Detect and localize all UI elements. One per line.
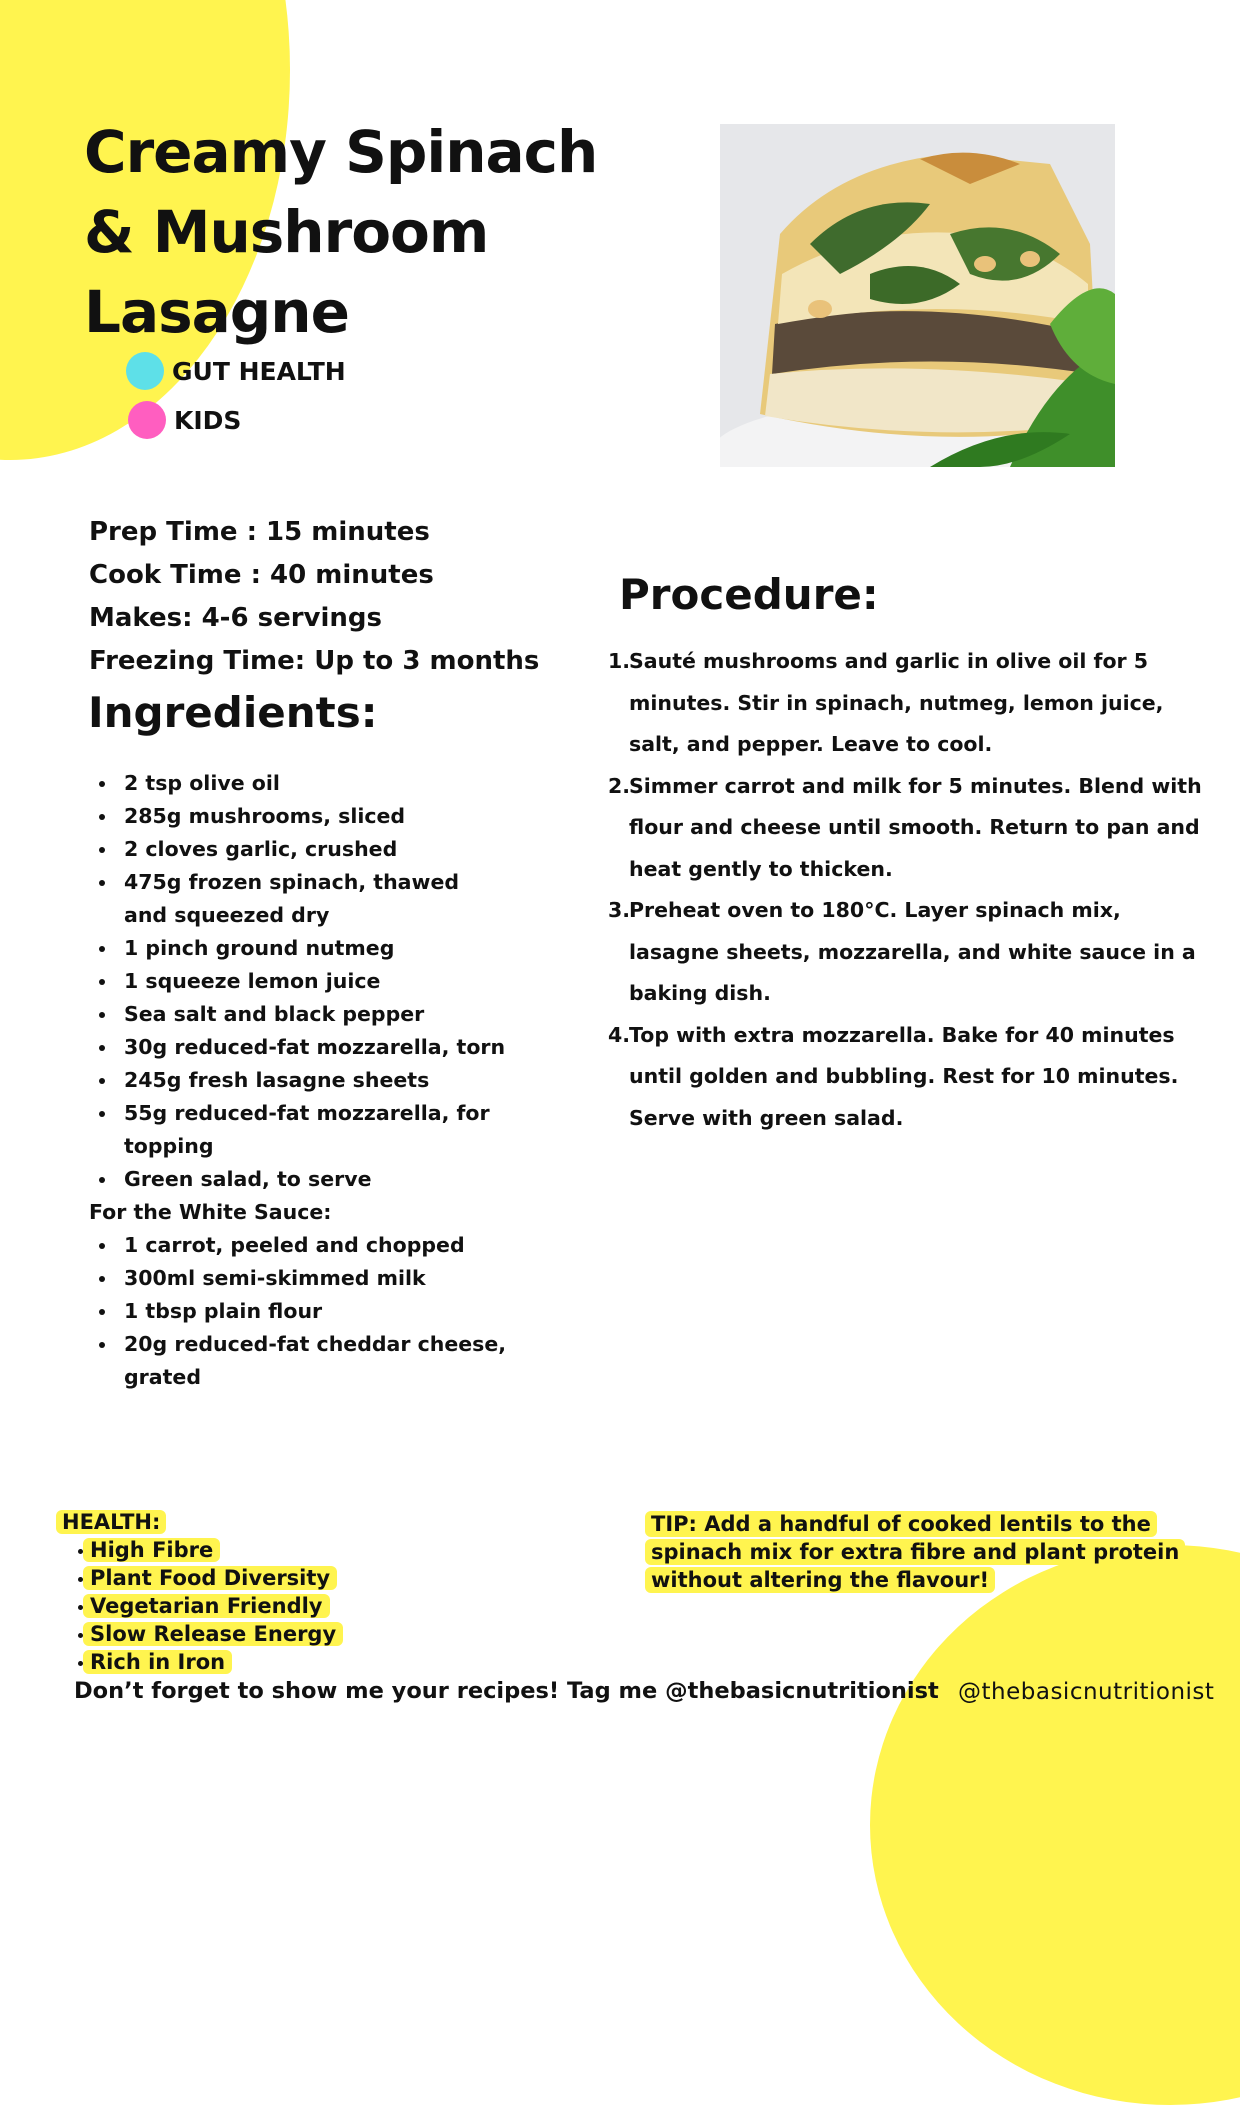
prep-time: Prep Time : 15 minutes [89,517,430,547]
ingredients-section [89,767,509,1394]
health-list [56,1536,343,1676]
title-line: & Mushroom [84,198,489,266]
tag-gut-health [126,352,346,390]
procedure-list [600,641,1215,1139]
health-item: Vegetarian Friendly [83,1594,330,1618]
list-item: 2 tsp olive oil [89,767,509,800]
kids-dot-icon [128,401,166,439]
white-sauce-heading: For the White Sauce: [89,1200,332,1224]
tip-text: TIP: Add a handful of cooked lentils to the spinach mix for extra fibre and plant protein without altering the flavour! [645,1511,1185,1593]
step-number: 1. [608,649,631,673]
tag-label: GUT HEALTH [172,356,346,386]
list-item: Green salad, to serve [89,1163,509,1196]
list-item [56,1536,343,1564]
list-item [56,1620,343,1648]
title-line: Lasagne [84,278,349,346]
health-benefits [56,1508,343,1676]
step-number: 3. [608,898,631,922]
list-item [56,1564,343,1592]
step-text: Top with extra mozzarella. Bake for 40 minutes until golden and bubbling. Rest for 10 minutes. Serve with green salad. [629,1022,1179,1130]
procedure-step [600,1015,1215,1140]
list-item: 55g reduced-fat mozzarella, for topping [89,1097,509,1163]
recipe-title [84,112,644,352]
list-item: 1 pinch ground nutmeg [89,932,509,965]
yellow-blob-bottom-right [870,1545,1240,2105]
health-item: High Fibre [83,1538,220,1562]
gut-health-dot-icon [126,352,164,390]
step-text: Preheat oven to 180°C. Layer spinach mix, lasagne sheets, mozzarella, and white sauce in a baking dish. [629,898,1196,1005]
list-item: Sea salt and black pepper [89,998,509,1031]
cook-time: Cook Time : 40 minutes [89,560,434,590]
health-heading: HEALTH: [56,1510,166,1534]
recipe-meta [89,511,539,683]
ingredients-heading: Ingredients: [88,688,378,737]
list-item: 20g reduced-fat cheddar cheese, grated [89,1328,509,1394]
ingredients-list [89,767,509,1196]
health-item: Slow Release Energy [83,1622,343,1646]
list-item: 300ml semi-skimmed milk [89,1262,509,1295]
list-item [56,1592,343,1620]
white-sauce-list [89,1229,509,1394]
step-text: Sauté mushrooms and garlic in olive oil for 5 minutes. Stir in spinach, nutmeg, lemon juice, salt, and pepper. Leave to cool. [629,649,1164,756]
procedure-heading: Procedure: [619,570,879,619]
tag-label: KIDS [174,405,242,435]
step-number: 4. [608,1022,631,1047]
footer-callout: Don’t forget to show me your recipes! Tag me @thebasicnutritionist [74,1678,939,1704]
procedure-step [600,641,1215,766]
servings: Makes: 4-6 servings [89,603,382,633]
step-number: 2. [608,773,631,798]
list-item: 1 tbsp plain flour [89,1295,509,1328]
lasagne-photo [720,124,1115,467]
list-item: 30g reduced-fat mozzarella, torn [89,1031,509,1064]
health-item: Plant Food Diversity [83,1566,337,1590]
list-item: 1 squeeze lemon juice [89,965,509,998]
tip-box [645,1510,1240,1594]
list-item: 2 cloves garlic, crushed [89,833,509,866]
tag-kids [128,401,241,439]
list-item [56,1648,343,1676]
social-handle: @thebasicnutritionist [958,1679,1215,1705]
procedure-step [600,766,1215,891]
health-item: Rich in Iron [83,1650,232,1674]
procedure-step [600,890,1215,1015]
freezing-time: Freezing Time: Up to 3 months [89,646,540,676]
list-item: 245g fresh lasagne sheets [89,1064,509,1097]
list-item: 1 carrot, peeled and chopped [89,1229,509,1262]
list-item: 285g mushrooms, sliced [89,800,509,833]
step-text: Simmer carrot and milk for 5 minutes. Blend with flour and cheese until smooth. Return to pan and heat gently to thicken. [629,773,1202,881]
title-line: Creamy Spinach [84,118,598,186]
list-item: 475g frozen spinach, thawed and squeezed dry [89,866,509,932]
